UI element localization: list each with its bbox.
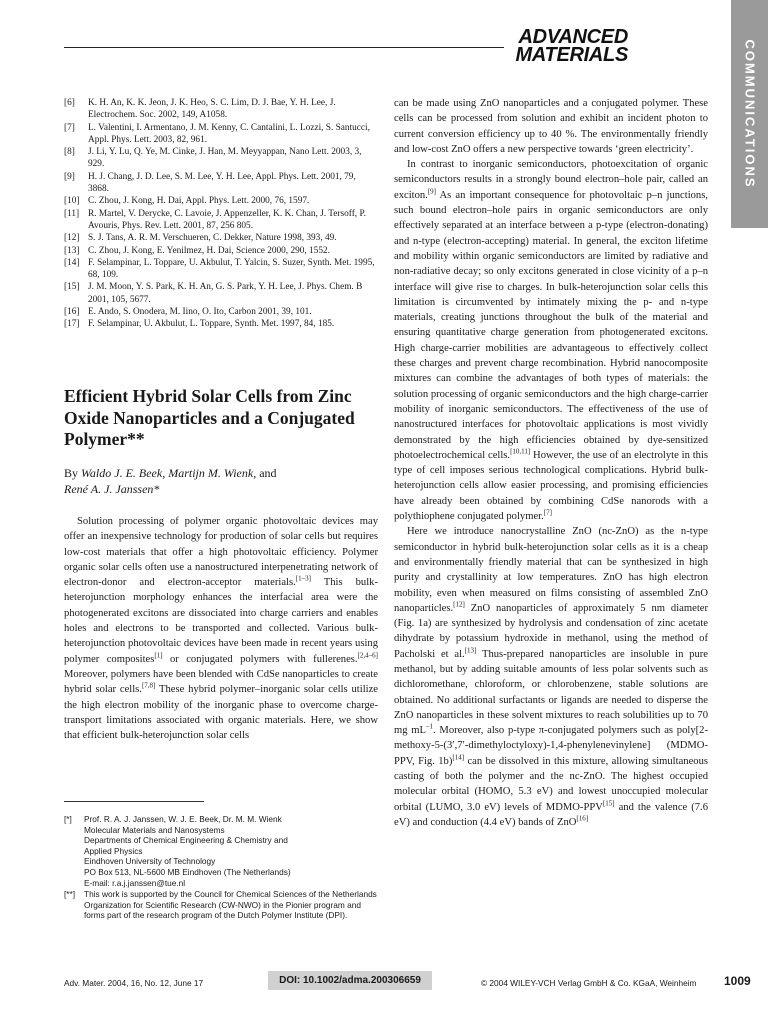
reference-item: [13] C. Zhou, J. Kong, E. Yenilmez, H. Dai, Science 2000, 290, 1552. bbox=[64, 245, 330, 256]
paragraph-zno: Here we introduce nanocrystalline ZnO (nc-ZnO) as the n-type semiconductor in hybrid bulk-heterojunction solar cells as it is a cheap and environmentally friendly material that can be synthesized in high purity and crystallinity at low temperatures. ZnO has high electron mobility, even when measured on films consisting of assembled ZnO nanoparticles.[12] ZnO nanoparticles of approximately 5 nm diameter (Fig. 1a) are synthesized by hydrolysis and condensation of zinc acetate dihydrate by potassium hydroxide in methanol, using the method of Pacholski et al.[13] Thus-prepared nanoparticles are insoluble in pure methanol, but by adding suitable amounts of less polar solvents such as dichloromethane, chloroform, or chlorobenzene, stable solutions are obtained. No additional surfactants or ligands are needed to disperse the ZnO nanoparticles in these solvent mixtures to reach solubilities up to 70 mg $mL^{-1}$. Moreover, also p-type π-conjugated polymers such as poly[2-methoxy-5-(3′,7′-dimethyloctyloxy)-1,4-phenylenevinylene] (MDMO-PPV, Fig. 1b)[14] can be dissolved in this mixture, allowing simultaneous casting of both the polymer and the nc-ZnO. The highest occupied molecular orbital (HOMO, 5.3 eV) and lowest unoccupied molecular orbital (LUMO, 3.0 eV) levels of MDMO-PPV[15] and the valence (7.6 eV) and conduction (4.4 eV) bands of ZnO[16] bbox=[394, 526, 709, 828]
reference-item: [15] J. M. Moon, Y. S. Park, K. H. An, G. S. Park, Y. H. Lee, J. Phys. Chem. B 2001, 105, 5677. bbox=[64, 282, 363, 305]
footer-copyright: © 2004 WILEY-VCH Verlag GmbH & Co. KGaA, Weinheim bbox=[481, 978, 697, 988]
reference-item: [17] F. Selampinar, U. Akbulut, L. Toppare, Synth. Met. 1997, 84, 185. bbox=[64, 319, 335, 330]
paragraph-intro-continued: can be made using ZnO nanoparticles and a conjugated polymer. These cells can be processed from solution and exhibit an incident photon to current conversion efficiency up to 40 %. The environmentally friendly and low-cost ZnO offers a new perspective towards ‘green electricity’. bbox=[394, 98, 708, 155]
section-tab-label: COMMUNICATIONS bbox=[742, 39, 757, 189]
header-rule bbox=[64, 47, 504, 48]
author-names-2: René A. J. Janssen* bbox=[64, 482, 160, 496]
author-names-1: Waldo J. E. Beek, Martijn M. Wienk, bbox=[81, 466, 257, 480]
paragraph-excitons: In contrast to inorganic semiconductors, photoexcitation of organic semiconductors results in a strongly bound electron–hole pair, called an exciton.[9] As an important consequence for photovoltaic p–n junctions, such bound electron–hole pairs in organic semiconductors are only effectively separated at an interface between a p-type (electron-donating) and n-type (electron-accepting) material. In general, the exciton lifetime and mobility within organic semiconductors are limited by radiative and non-radiative decay; so only excitons generated in close vicinity of a p–n interface will give rise to charges. In bulk-heterojunction solar cells this limitation is circumvented by intimately mixing the p- and n-type materials, creating junctions throughout the bulk of the material and ensuring quantitative charge generation from photogenerated excitons. High charge-carrier mobilities are advantageous to effectively collect these charges and prevent charge recombination. Hybrid nanocomposite mixtures can combine the advantages of both types of materials: the solution processing of organic semiconductors and the high charge-carrier mobility of inorganic semiconductors. The effectiveness of the use of nanostructured interfaces for photovoltaic applications is most vividly demonstrated by the high efficiencies obtained by dye-sensitized photoelectrochemical cells.[10,11] However, the use of an electrolyte in this type of cell imposes serious technological complications. Hybrid bulk-heterojunction cells allow easier processing, and promising efficiencies have already been obtained by combining CdSe nanorods with a polythiophene conjugated polymer.[7] bbox=[394, 159, 709, 523]
author-email: E-mail: r.a.j.janssen@tue.nl bbox=[84, 877, 186, 888]
footnote-rule bbox=[64, 801, 204, 802]
reference-item: [14] F. Selampinar, L. Toppare, U. Akbulut, T. Yalcin, S. Suzer, Synth. Met. 1995, 68, 109. bbox=[64, 257, 375, 281]
body-right-column bbox=[394, 96, 708, 830]
article-title: Efficient Hybrid Solar Cells from Zinc Oxide Nanoparticles and a Conjugated Polymer** bbox=[64, 386, 355, 449]
footnote-acknowledgement: [**] This work is supported by the Council for Chemical Sciences of the Netherlands Organization for Scientific Research (CW-NWO) in the Pionier program and forms part of the research program of the Dutch Polymer Institute (DPI). bbox=[64, 889, 377, 921]
reference-item: [6] K. H. An, K. K. Jeon, J. K. Heo, S. C. Lim, D. J. Bae, Y. H. Lee, J. Electrochem. Soc. 2002, 149, A1058. bbox=[64, 98, 336, 121]
footnotes bbox=[64, 814, 380, 922]
reference-item: [10] C. Zhou, J. Kong, H. Dai, Appl. Phys. Lett. 2000, 76, 1597. bbox=[64, 196, 310, 207]
footer-citation: Adv. Mater. 2004, 16, No. 12, June 17 bbox=[64, 978, 204, 988]
body-left-column bbox=[64, 514, 378, 743]
reference-list bbox=[64, 97, 378, 331]
reference-item: [11] R. Martel, V. Derycke, C. Lavoie, J. Appenzeller, K. K. Chan, J. Tersoff, P. Avouris, Phys. Rev. Lett. 2001, 87, 256 805. bbox=[64, 208, 366, 231]
logo-line-1: ADVANCED bbox=[518, 26, 628, 48]
doi-badge[interactable]: DOI: 10.1002/adma.200306659 bbox=[268, 971, 432, 990]
author-line: By Waldo J. E. Beek, Martijn M. Wienk, and René A. J. Janssen* bbox=[64, 466, 277, 496]
reference-item: [16] E. Ando, S. Onodera, M. Iino, O. Ito, Carbon 2001, 39, 101. bbox=[64, 307, 312, 318]
journal-logo bbox=[498, 28, 628, 64]
reference-item: [7] L. Valentini, I. Armentano, J. M. Kenny, C. Cantalini, L. Lozzi, S. Santucci, Appl. Phys. Lett. 2003, 82, 961. bbox=[64, 122, 370, 145]
section-tab bbox=[731, 0, 768, 228]
paragraph-intro: Solution processing of polymer organic photovoltaic devices may offer an inexpensive technology for production of solar cells but requires low-cost materials that offer a high photovoltaic efficiency. Polymer organic solar cells often use a nanostructured interpenetrating network of electron-donor and electron-acceptor materials.[1–3] This bulk-heterojunction morphology enhances the interfacial area were the photogenerated excitons are dissociated into charge carriers and enables holes and electrons to be transported and collected. Various bulk-heterojunction photovoltaic devices have been made in recent years using polymer composites[1] or conjugated polymers with fullerenes.[2,4–6] Moreover, polymers have been blended with CdSe nanoparticles to create hybrid solar cells.[7,8] These hybrid polymer–inorganic solar cells utilize the high electron mobility of the inorganic phase to overcome charge-transport limitations associated with organic materials. Here, we show that efficient bulk-heterojunction solar cells bbox=[64, 516, 379, 742]
reference-item: [9] H. J. Chang, J. D. Lee, S. M. Lee, Y. H. Lee, Appl. Phys. Lett. 2001, 79, 3868. bbox=[64, 171, 356, 195]
footnote-affiliation: [*] Prof. R. A. J. Janssen, W. J. E. Beek, Dr. M. M. Wienk Molecular Materials and Nanosystems Departments of Chemical Engineering & Chemistry and Applied Physics Eindhoven University of Technology PO Box 513, NL-5600 MB Eindhoven (The Netherlands) E-mail: r.a.j.janssen@tue.nl bbox=[64, 814, 291, 888]
reference-item: [12] S. J. Tans, A. R. M. Verschueren, C. Dekker, Nature 1998, 393, 49. bbox=[64, 233, 337, 244]
page-number: 1009 bbox=[724, 974, 751, 988]
reference-item: [8] J. Li, Y. Lu, Q. Ye, M. Cinke, J. Han, M. Meyyappan, Nano Lett. 2003, 3, 929. bbox=[64, 147, 362, 170]
logo-line-2: MATERIALS bbox=[515, 44, 628, 66]
